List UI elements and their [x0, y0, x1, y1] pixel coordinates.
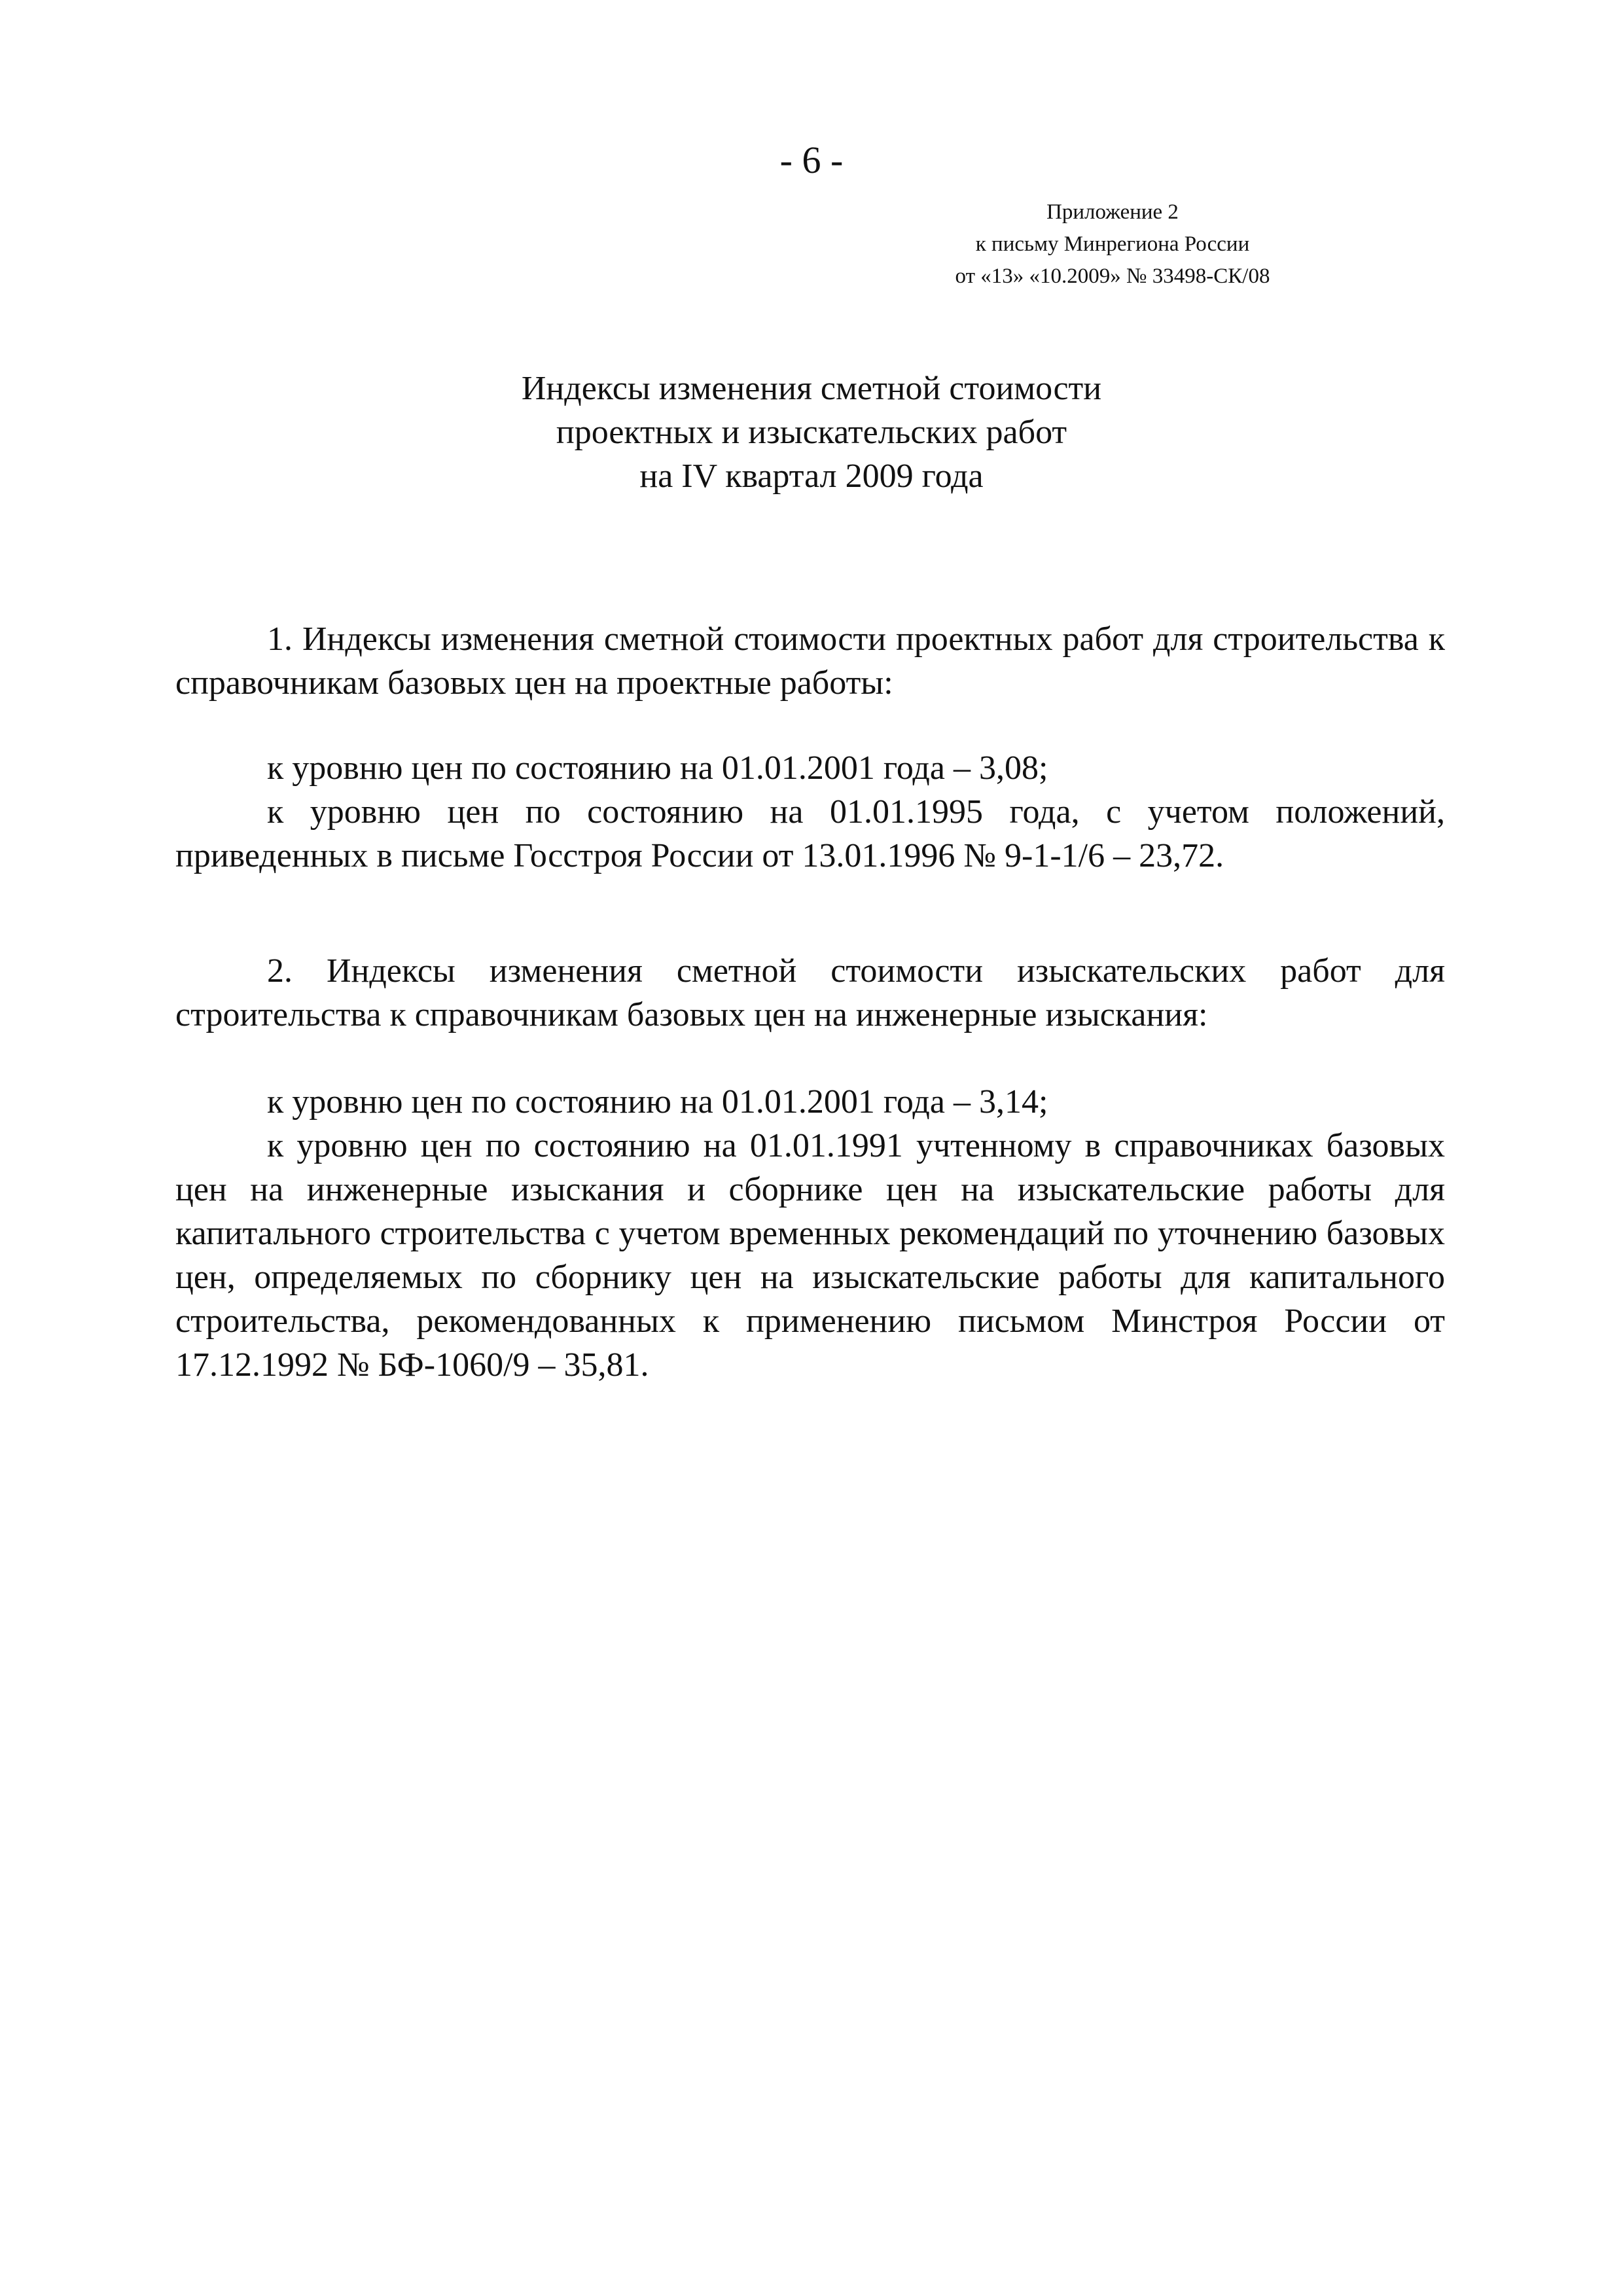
section-1-value-1995: к уровню цен по состоянию на 01.01.1995 года, с учетом положений, приведенных в письме Госстроя России от 13.01.1996 № 9-1-1/6 – 23,72. — [175, 793, 1445, 874]
appendix-label: Приложение 2 — [1046, 200, 1179, 224]
section-1 — [175, 617, 1445, 705]
section-1-value-2001: к уровню цен по состоянию на 01.01.2001 года – 3,08; — [267, 749, 1048, 787]
section-1-values — [175, 746, 1445, 878]
section-2-values — [175, 1080, 1445, 1387]
section-1-heading: 1. Индексы изменения сметной стоимости проектных работ для строительства к справочникам базовых цен на проектные работы: — [175, 620, 1445, 702]
section-2 — [175, 949, 1445, 1037]
document-title — [0, 367, 1623, 498]
section-2-value-2001: к уровню цен по состоянию на 01.01.2001 года – 3,14; — [267, 1083, 1048, 1121]
page-number: - 6 - — [779, 139, 844, 181]
title-line-3: на IV квартал 2009 года — [639, 457, 984, 495]
appendix-reference — [851, 196, 1374, 293]
title-line-2: проектных и изыскательских работ — [556, 414, 1067, 451]
section-2-value-1991: к уровню цен по состоянию на 01.01.1991 учтенному в справочниках базовых цен на инженерные изыскания и сборнике цен на изыскательские работы для капитального строительства с учетом временных рекомендаций по уточнению базовых цен, определяемых по сборнику цен на изыскательские работы для капитального строительства, рекомендованных к применению письмом Минстроя России от 17.12.1992 № БФ-1060/9 – 35,81. — [175, 1127, 1445, 1384]
appendix-letter-date-number: от «13» «10.2009» № 33498-СК/08 — [955, 264, 1270, 288]
title-line-1: Индексы изменения сметной стоимости — [521, 370, 1102, 407]
appendix-letter-ref: к письму Минрегиона России — [975, 232, 1250, 256]
section-2-heading: 2. Индексы изменения сметной стоимости изыскательских работ для строительства к справочникам базовых цен на инженерные изыскания: — [175, 952, 1445, 1033]
